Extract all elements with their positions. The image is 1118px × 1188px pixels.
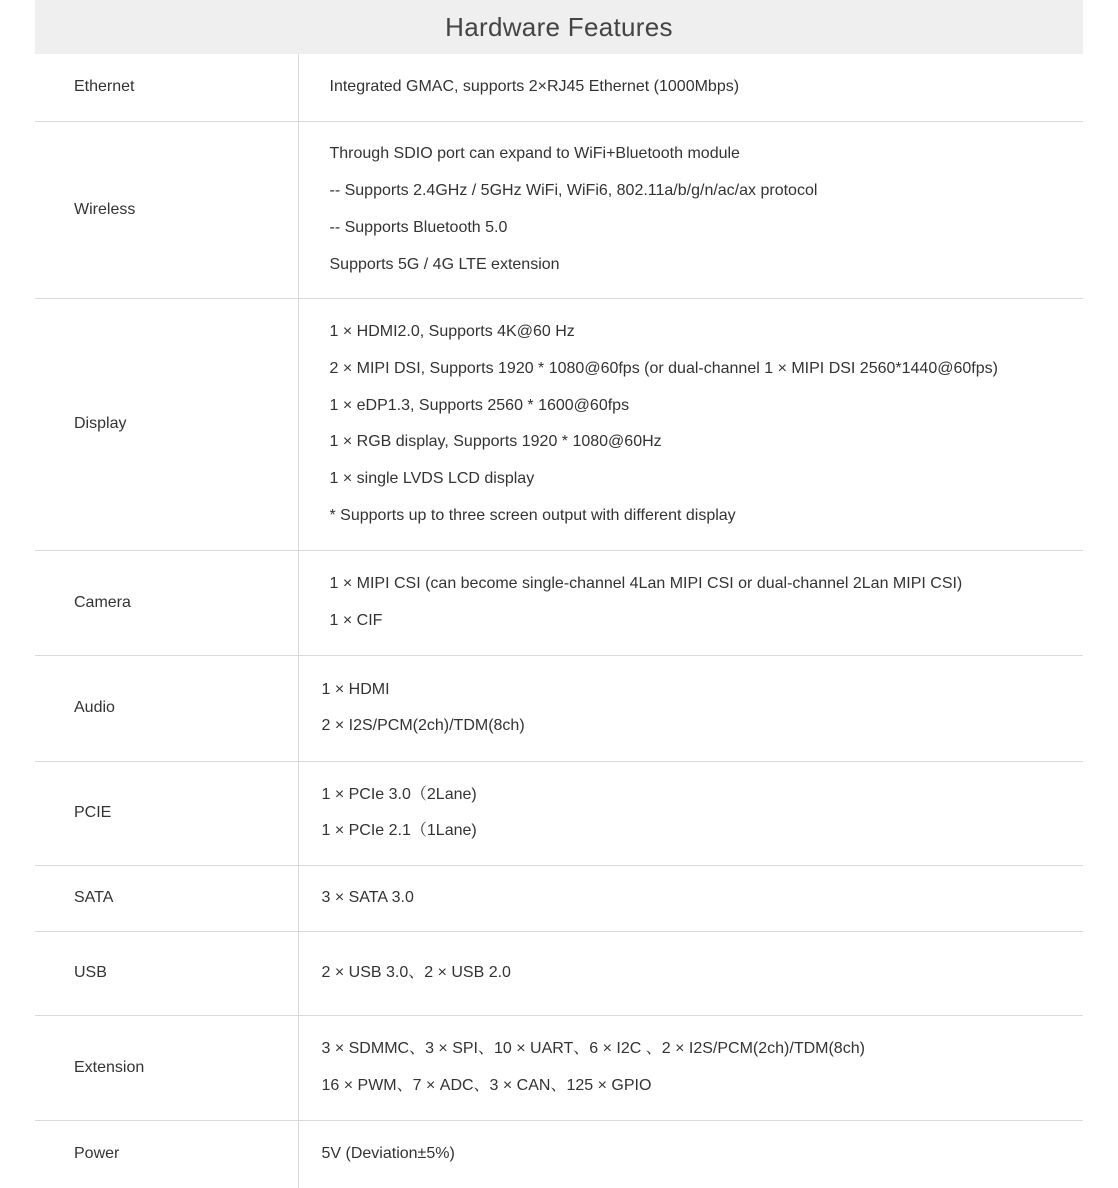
table-row <box>35 655 1083 761</box>
table-row <box>35 121 1083 298</box>
table-row <box>35 550 1083 655</box>
value-line: Supports 5G / 4G LTE extension <box>329 255 560 273</box>
table-row <box>35 1015 1083 1120</box>
section-title: Hardware Features <box>445 11 673 42</box>
value-line: 2 × MIPI DSI, Supports 1920 * 1080@60fps (or dual-channel 1 × MIPI DSI 2560*1440@60fps) <box>329 359 998 377</box>
row-value <box>298 761 1083 865</box>
value-line: 2 × USB 3.0、2 × USB 2.0 <box>321 964 511 981</box>
row-value <box>298 550 1083 655</box>
row-label: Display <box>35 298 298 550</box>
value-line: Integrated GMAC, supports 2×RJ45 Ethernet (1000Mbps) <box>329 78 740 96</box>
hardware-features-section <box>35 0 1083 1188</box>
value-line: 5V (Deviation±5%) <box>321 1145 455 1163</box>
value-line: Through SDIO port can expand to WiFi+Bluetooth module <box>329 145 740 163</box>
row-label: SATA <box>35 865 298 931</box>
row-value <box>298 1015 1083 1120</box>
value-line: 3 × SDMMC、3 × SPI、10 × UART、6 × I2C 、2 × I2S/PCM(2ch)/TDM(8ch) <box>321 1040 865 1058</box>
row-label: Camera <box>35 550 298 655</box>
row-value <box>298 931 1083 1015</box>
value-line: -- Supports 2.4GHz / 5GHz WiFi, WiFi6, 802.11a/b/g/n/ac/ax protocol <box>329 182 818 200</box>
table-row <box>35 298 1083 550</box>
value-line: -- Supports Bluetooth 5.0 <box>329 218 508 236</box>
value-line: 1 × single LVDS LCD display <box>329 470 535 488</box>
row-label: Audio <box>35 655 298 761</box>
value-line: 3 × SATA 3.0 <box>321 889 414 906</box>
value-line: 1 × MIPI CSI (can become single-channel 4Lan MIPI CSI or dual-channel 2Lan MIPI CSI) <box>329 575 963 593</box>
value-line: 1 × RGB display, Supports 1920 * 1080@60Hz <box>329 433 662 451</box>
row-value <box>298 121 1083 298</box>
row-value <box>298 298 1083 550</box>
section-header <box>35 0 1083 54</box>
row-label: Extension <box>35 1015 298 1120</box>
row-label: PCIE <box>35 761 298 865</box>
row-label: Ethernet <box>35 54 298 121</box>
value-line: 1 × eDP1.3, Supports 2560 * 1600@60fps <box>329 396 630 414</box>
value-line: 16 × PWM、7 × ADC、3 × CAN、125 × GPIO <box>321 1076 652 1094</box>
table-row <box>35 865 1083 931</box>
table-row <box>35 1120 1083 1188</box>
value-line: 1 × HDMI <box>321 680 390 698</box>
table-row <box>35 761 1083 865</box>
table-row <box>35 931 1083 1015</box>
value-line: 1 × PCIe 3.0（2Lane) <box>321 785 477 803</box>
row-label: Wireless <box>35 121 298 298</box>
row-value <box>298 54 1083 121</box>
table-row <box>35 54 1083 121</box>
row-value <box>298 655 1083 761</box>
value-line: * Supports up to three screen output with different display <box>329 506 736 524</box>
features-table <box>35 54 1083 1188</box>
row-label: USB <box>35 931 298 1015</box>
row-value <box>298 865 1083 931</box>
value-line: 1 × HDMI2.0, Supports 4K@60 Hz <box>329 323 575 340</box>
value-line: 2 × I2S/PCM(2ch)/TDM(8ch) <box>321 717 525 735</box>
row-value <box>298 1120 1083 1188</box>
value-line: 1 × CIF <box>329 611 383 629</box>
value-line: 1 × PCIe 2.1（1Lane) <box>321 822 477 840</box>
row-label: Power <box>35 1120 298 1188</box>
